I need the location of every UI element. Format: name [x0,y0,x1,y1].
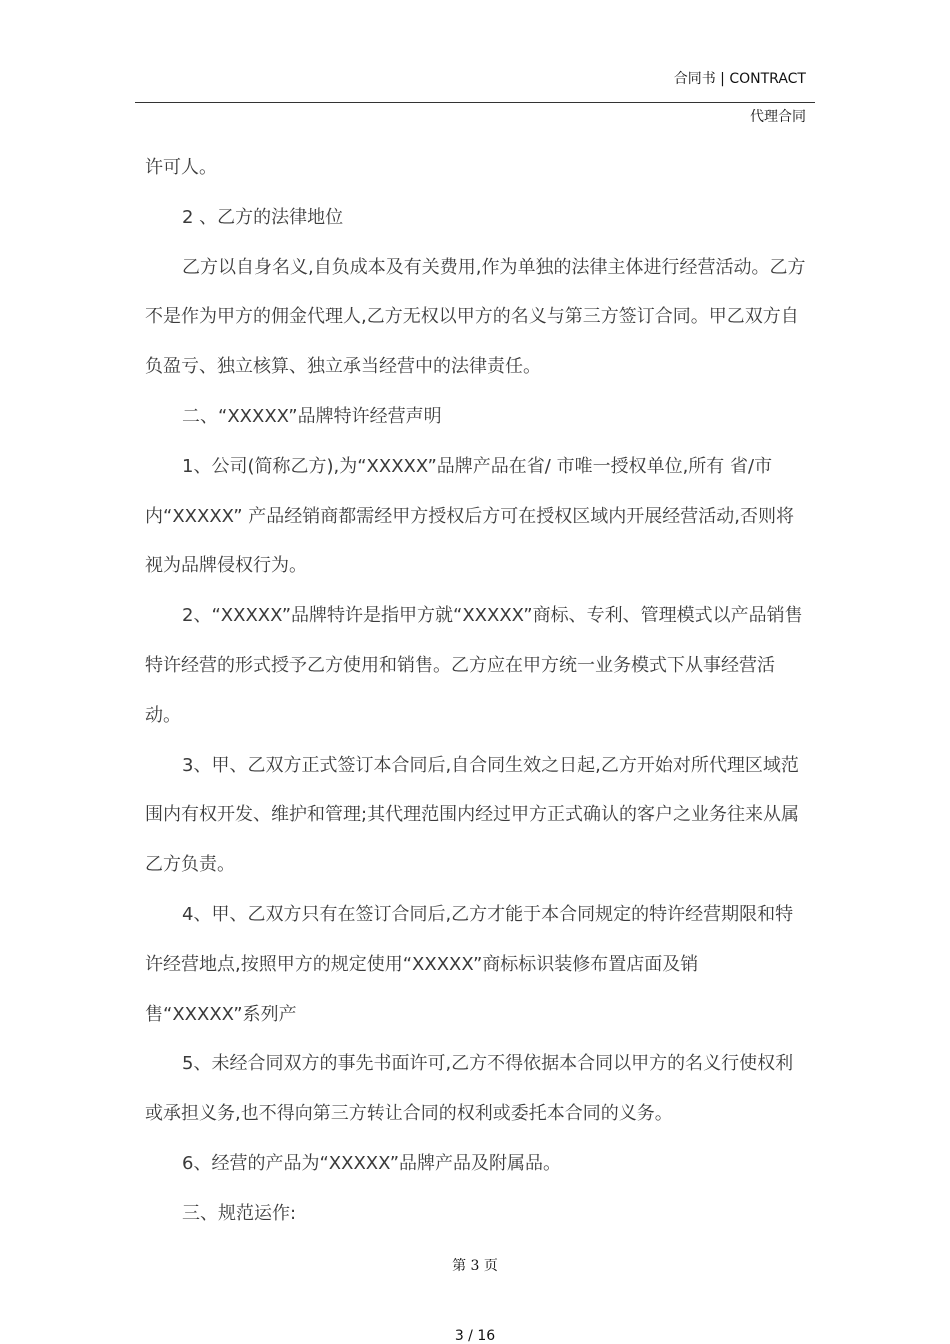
paragraph: 4、甲、乙双方只有在签订合同后,乙方才能于本合同规定的特许经营期限和特许经营地点,按照甲方的规定使用“XXXXX”商标标识装修布置店面及销售“XXXXX”系列产 [145,903,794,1025]
paragraph: 乙方以自身名义,自负成本及有关费用,作为单独的法律主体进行经营活动。乙方不是作为甲方的佣金代理人,乙方无权以甲方的名义与第三方签订合同。甲乙双方自负盈亏、独立核算、独立承当经营中的法律责任。 [145,256,806,378]
paragraph: 3、甲、乙双方正式签订本合同后,自合同生效之日起,乙方开始对所代理区域范围内有权开发、维护和管理;其代理范围内经过甲方正式确认的客户之业务往来从属乙方负责。 [145,754,800,876]
paragraph: 三、规范运作: [182,1202,297,1224]
paragraph: 1、公司(简称乙方),为“XXXXX”品牌产品在省/ 市唯一授权单位,所有 省/市内“XXXXX” 产品经销商都需经甲方授权后方可在授权区域内开展经营活动,否则将视为品牌侵权行为。 [145,455,795,577]
document-body [145,143,810,1239]
paragraph: 二、“XXXXX”品牌特许经营声明 [182,405,442,427]
viewer-page-indicator: 3 / 16 [454,1328,496,1344]
paragraph: 5、未经合同双方的事先书面许可,乙方不得依据本合同以甲方的名义行使权利或承担义务,也不得向第三方转让合同的权利或委托本合同的义务。 [145,1053,794,1125]
paragraph: 2 、乙方的法律地位 [182,206,344,228]
paragraph: 6、经营的产品为“XXXXX”品牌产品及附属品。 [182,1152,562,1174]
header-title: 合同书 | CONTRACT [673,71,806,87]
page-number-footer: 第 3 页 [452,1258,498,1274]
header-divider [135,102,815,103]
paragraph: 2、“XXXXX”品牌特许是指甲方就“XXXXX”商标、专利、管理模式以产品销售特许经营的形式授予乙方使用和销售。乙方应在甲方统一业务模式下从事经营活动。 [145,605,803,726]
paragraph: 许可人。 [145,157,217,178]
header-subtitle: 代理合同 [750,109,806,125]
